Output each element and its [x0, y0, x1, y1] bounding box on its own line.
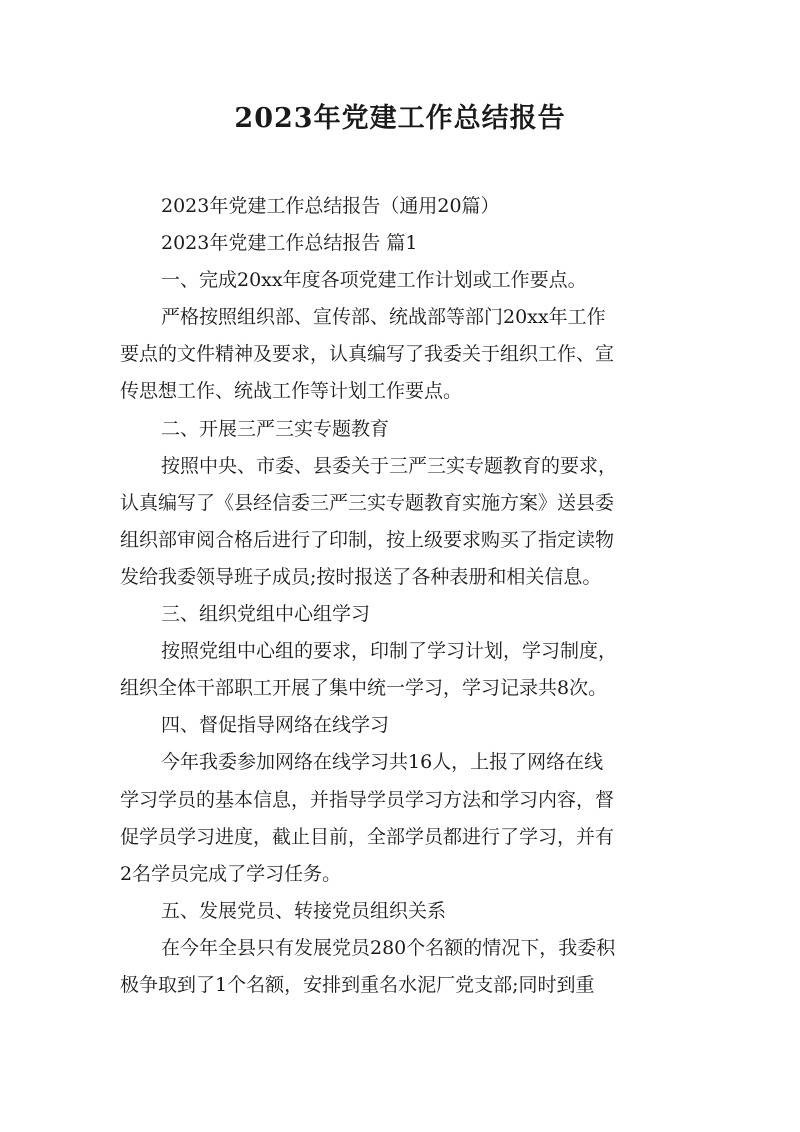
document-line: 三、组织党组中心组学习: [161, 603, 371, 626]
document-line: 学习学员的基本信息，并指导学员学习方法和学习内容，督: [120, 788, 615, 811]
document-line: 2023年党建工作总结报告 篇1: [161, 232, 418, 255]
document-line: 组织全体干部职工开展了集中统一学习，学习记录共8次。: [120, 677, 608, 700]
document-line: 今年我委参加网络在线学习共16人，上报了网络在线: [161, 751, 604, 774]
document-line: 二、开展三严三实专题教育: [161, 417, 390, 440]
document-line: 按照党组中心组的要求，印制了学习计划，学习制度，: [161, 640, 618, 663]
document-line: 要点的文件精神及要求，认真编写了我委关于组织工作、宣: [120, 343, 615, 366]
document-line: 极争取到了1个名额，安排到重名水泥厂党支部;同时到重: [120, 973, 595, 996]
document-line: 按照中央、市委、县委关于三严三实专题教育的要求，: [161, 454, 618, 477]
document-line: 四、督促指导网络在线学习: [161, 714, 390, 737]
document-body: [120, 188, 690, 1004]
document-line: 2023年党建工作总结报告（通用20篇）: [161, 195, 500, 217]
document-line: 在今年全县只有发展党员280个名额的情况下，我委积: [161, 936, 616, 959]
document-line: 一、完成20xx年度各项党建工作计划或工作要点。: [161, 269, 587, 292]
document-line: 五、发展党员、转接党员组织关系: [161, 899, 447, 922]
document-line: 2名学员完成了学习任务。: [120, 862, 342, 885]
document-line: 组织部审阅合格后进行了印制，按上级要求购买了指定读物: [120, 528, 615, 551]
document-line: 认真编写了《县经信委三严三实专题教育实施方案》送县委: [120, 491, 615, 514]
document-line: 严格按照组织部、宣传部、统战部等部门20xx年工作: [161, 306, 606, 329]
document-line: 发给我委领导班子成员;按时报送了各种表册和相关信息。: [120, 565, 602, 588]
document-title: 2023年党建工作总结报告: [234, 103, 566, 134]
document-line: 促学员学习进度，截止目前，全部学员都进行了学习，并有: [120, 825, 615, 848]
document-line: 传思想工作、统战工作等计划工作要点。: [120, 380, 463, 403]
